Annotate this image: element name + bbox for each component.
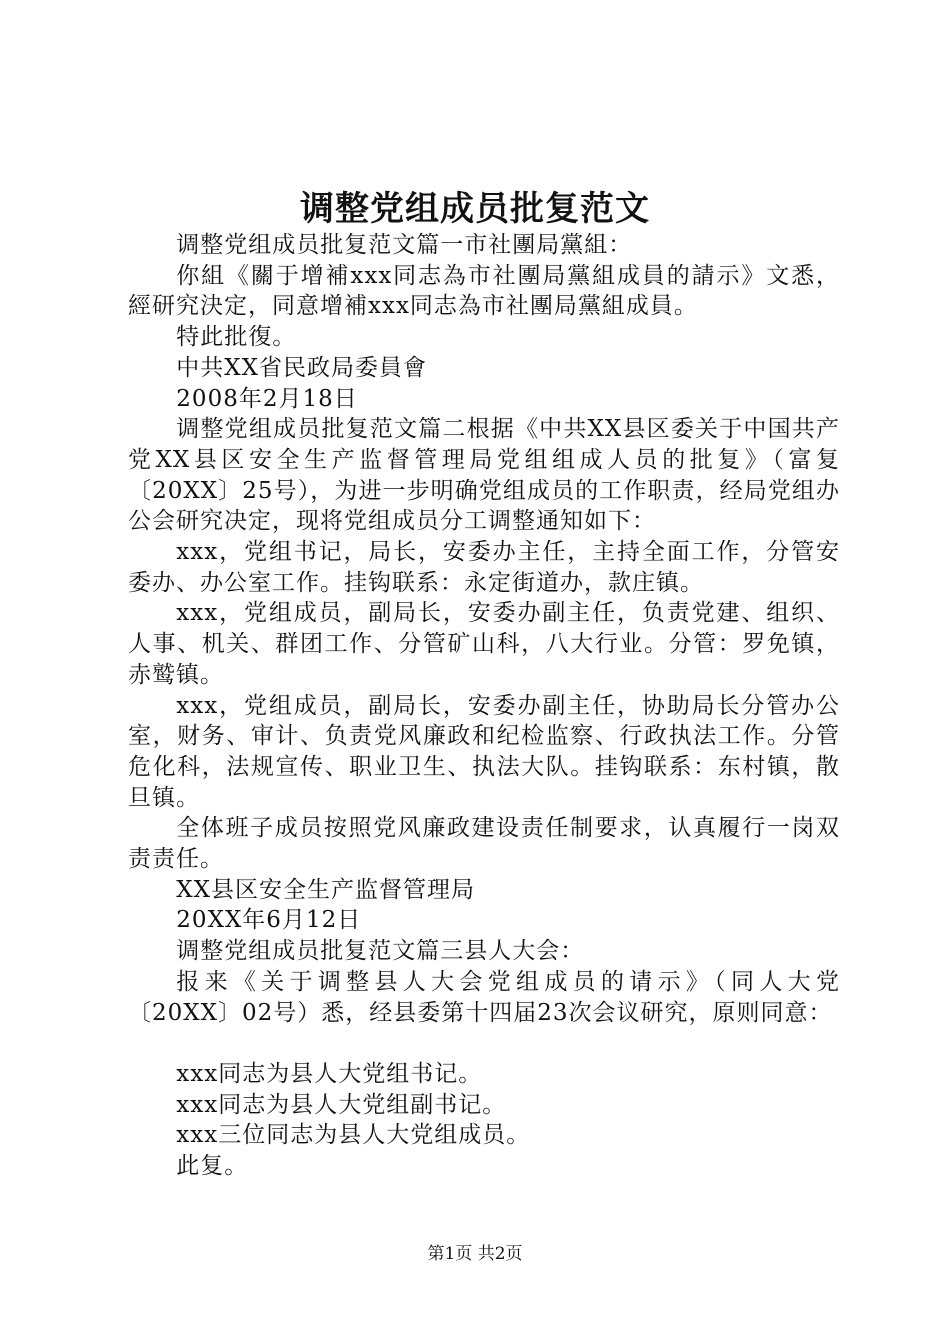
paragraph-date: 2008年2月18日 (176, 385, 358, 412)
paragraph-spacer (128, 1028, 840, 1059)
paragraph-closing: 特此批復。 (176, 324, 297, 351)
paragraph: xxx同志为县人大党组书记。 (176, 1060, 483, 1087)
document-body (128, 230, 840, 1182)
paragraph: 全体班子成员按照党风廉政建设责任制要求，认真履行一岗双责责任。 (128, 815, 840, 873)
paragraph-date: 20XX年6月12日 (176, 907, 362, 934)
paragraph: xxx，党组书记，局长，安委办主任，主持全面工作，分管安委办、办公室工作。挂钩联系：永定街道办，款庄镇。 (128, 539, 840, 596)
paragraph-signature: XX县区安全生产监督管理局 (176, 876, 476, 903)
document-title: 调整党组成员批复范文 (300, 189, 650, 229)
paragraph-closing: 此复。 (176, 1153, 249, 1180)
paragraph-heading-2: 调整党组成员批复范文篇二根据《中共XX县区委关于中国共产党XX县区安全生产监督管理局党组组成人员的批复》（富复〔20XX〕25号），为进一步明确党组成员的工作职责，经局党组办公会研究决定，现将党组成员分工调整通知如下： (128, 416, 840, 535)
page-footer: 第1页 共2页 (427, 1244, 523, 1264)
paragraph: 报来《关于调整县人大会党组成员的请示》（同人大党〔20XX〕02号）悉，经县委第十四届23次会议研究，原则同意： (128, 968, 840, 1026)
paragraph: xxx，党组成员，副局长，安委办副主任，负责党建、组织、人事、机关、群团工作、分管矿山科，八大行业。分管：罗免镇，赤鹫镇。 (128, 600, 840, 688)
paragraph: xxx，党组成员，副局长，安委办副主任，协助局长分管办公室，财务、审计、负责党风廉政和纪检监察、行政执法工作。分管危化科，法规宣传、职业卫生、执法大队。挂钩联系：东村镇，散旦镇。 (128, 692, 840, 811)
paragraph: xxx同志为县人大党组副书记。 (176, 1091, 507, 1118)
paragraph-heading-3: 调整党组成员批复范文篇三县人大会： (176, 938, 585, 965)
paragraph-heading-1: 调整党组成员批复范文篇一市社團局黨組： (176, 232, 633, 258)
paragraph: 你組《關于增補xxx同志為市社團局黨組成員的請示》文悉，經研究決定，同意增補xxx同志為市社團局黨組成員。 (128, 262, 840, 320)
paragraph-signature: 中共XX省民政局委員會 (176, 354, 428, 381)
paragraph: xxx三位同志为县人大党组成员。 (176, 1122, 531, 1149)
